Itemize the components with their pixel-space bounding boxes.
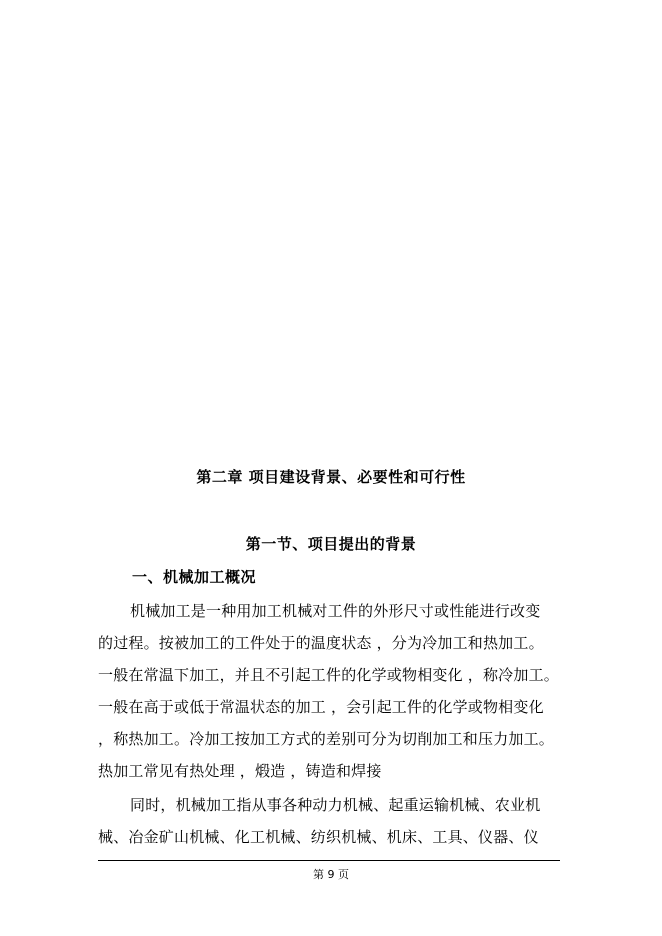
paragraph-line: 同时，机械加工指从事各种动力机械、起重运输机械、农业机 [130,796,541,814]
chapter-title: 第二章 项目建设背景、必要性和可行性 [196,468,466,486]
paragraph-line: ，称热加工。冷加工按加工方式的差别可分为切削加工和压力加工。 [98,730,555,748]
paragraph-line: 的过程。按被加工的工件处于的温度状态 ，分为冷加工和热加工。 [98,634,544,652]
paragraph-line: 械、冶金矿山机械、化工机械、纺织机械、机床、工具、仪器、仪 [98,828,539,846]
section-title: 第一节、项目提出的背景 [245,535,417,553]
paragraph-line: 热加工常见有热处理 ，煅造 ，铸造和焊接 [98,762,382,780]
paragraph-line: 机械加工是一种用加工机械对工件的外形尺寸或性能进行改变 [130,602,541,620]
subsection-heading: 一、机械加工概况 [132,568,257,586]
paragraph-line: 一般在常温下加工，并且不引起工件的化学或物相变化 ，称冷加工。 [98,666,559,684]
footer-divider [98,860,560,861]
paragraph-line: 一般在高于或低于常温状态的加工 ，会引起工件的化学或物相变化 [98,698,544,716]
page-number: 第 9 页 [313,868,349,881]
